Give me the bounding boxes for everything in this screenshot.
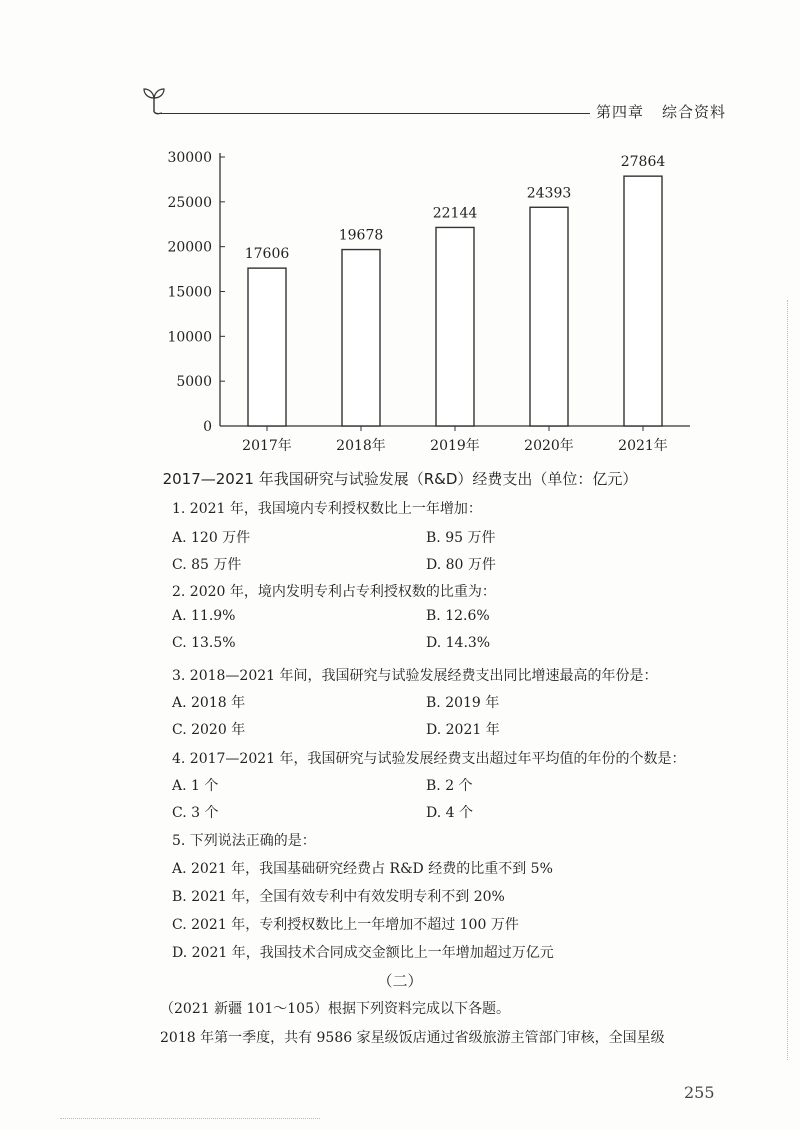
question-3-option-b: B. 2019 年 bbox=[426, 695, 500, 711]
scan-noise bbox=[60, 1118, 320, 1119]
bar bbox=[624, 176, 662, 426]
bar bbox=[530, 207, 568, 426]
question-1-option-a: A. 120 万件 bbox=[172, 530, 251, 546]
bar bbox=[436, 227, 474, 426]
question-1-option-d: D. 80 万件 bbox=[426, 557, 496, 573]
question-1-option-c: C. 85 万件 bbox=[172, 557, 242, 573]
chart-caption: 2017—2021 年我国研究与试验发展（R&D）经费支出（单位：亿元） bbox=[162, 470, 638, 488]
question-5-option-a: A. 2021 年，我国基础研究经费占 R&D 经费的比重不到 5% bbox=[172, 861, 553, 877]
data-label: 27864 bbox=[620, 154, 666, 171]
part-title: （二） bbox=[377, 972, 423, 990]
question-3-option-a: A. 2018 年 bbox=[172, 695, 246, 711]
question-4-option-b: B. 2 个 bbox=[426, 778, 473, 794]
question-5-option-d: D. 2021 年，我国技术合同成交金额比上一年增加超过万亿元 bbox=[172, 945, 554, 961]
header-rule bbox=[160, 113, 590, 114]
question-4-option-d: D. 4 个 bbox=[426, 805, 473, 821]
question-4-option-c: C. 3 个 bbox=[172, 805, 219, 821]
rd-bar-chart bbox=[0, 140, 800, 465]
section-intro: （2021 新疆 101～105）根据下列资料完成以下各题。 bbox=[160, 1001, 510, 1017]
question-2-option-d: D. 14.3% bbox=[426, 635, 491, 651]
x-tick-label: 2021年 bbox=[618, 438, 668, 454]
y-tick-label: 30000 bbox=[167, 150, 212, 166]
paragraph-text: 2018 年第一季度，共有 9586 家星级饭店通过省级旅游主管部门审核，全国星级 bbox=[160, 1030, 665, 1046]
chapter-label: 第四章 bbox=[596, 103, 645, 121]
bar bbox=[248, 268, 286, 426]
bar bbox=[342, 250, 380, 426]
section-label: 综合资料 bbox=[662, 103, 727, 121]
question-1-stem: 1. 2021 年，我国境内专利授权数比上一年增加： bbox=[172, 501, 482, 517]
question-2-option-b: B. 12.6% bbox=[426, 608, 490, 624]
question-5-stem: 5. 下列说法正确的是： bbox=[172, 833, 316, 849]
question-3-stem: 3. 2018—2021 年间，我国研究与试验发展经费支出同比增速最高的年份是： bbox=[172, 668, 658, 684]
chapter-header bbox=[596, 101, 726, 122]
x-tick-label: 2017年 bbox=[242, 438, 292, 454]
question-5-option-b: B. 2021 年，全国有效专利中有效发明专利不到 20% bbox=[172, 889, 505, 905]
y-tick-label: 10000 bbox=[167, 329, 212, 346]
y-tick-label: 5000 bbox=[176, 374, 212, 391]
data-label: 17606 bbox=[244, 246, 290, 263]
x-tick-label: 2020年 bbox=[524, 438, 574, 454]
data-label: 24393 bbox=[526, 185, 572, 202]
question-4-option-a: A. 1 个 bbox=[172, 778, 219, 794]
question-3-option-d: D. 2021 年 bbox=[426, 722, 500, 738]
y-tick-label: 25000 bbox=[167, 194, 212, 211]
question-5-option-c: C. 2021 年，专利授权数比上一年增加不超过 100 万件 bbox=[172, 917, 519, 933]
y-tick-label: 0 bbox=[203, 419, 212, 435]
data-label: 19678 bbox=[338, 227, 384, 244]
page-number: 255 bbox=[684, 1083, 715, 1102]
question-2-option-c: C. 13.5% bbox=[172, 635, 236, 651]
question-1-option-b: B. 95 万件 bbox=[426, 530, 496, 546]
question-3-option-c: C. 2020 年 bbox=[172, 722, 246, 738]
scan-edge bbox=[786, 300, 788, 1060]
question-4-stem: 4. 2017—2021 年，我国研究与试验发展经费支出超过年平均值的年份的个数是： bbox=[172, 751, 686, 767]
data-label: 22144 bbox=[432, 205, 478, 222]
question-2-stem: 2. 2020 年，境内发明专利占专利授权数的比重为： bbox=[172, 584, 496, 600]
y-tick-label: 20000 bbox=[167, 239, 212, 256]
x-tick-label: 2018年 bbox=[336, 438, 386, 454]
question-2-option-a: A. 11.9% bbox=[172, 608, 236, 624]
x-tick-label: 2019年 bbox=[430, 438, 480, 454]
y-tick-label: 15000 bbox=[167, 284, 212, 301]
sprout-icon bbox=[138, 84, 170, 116]
